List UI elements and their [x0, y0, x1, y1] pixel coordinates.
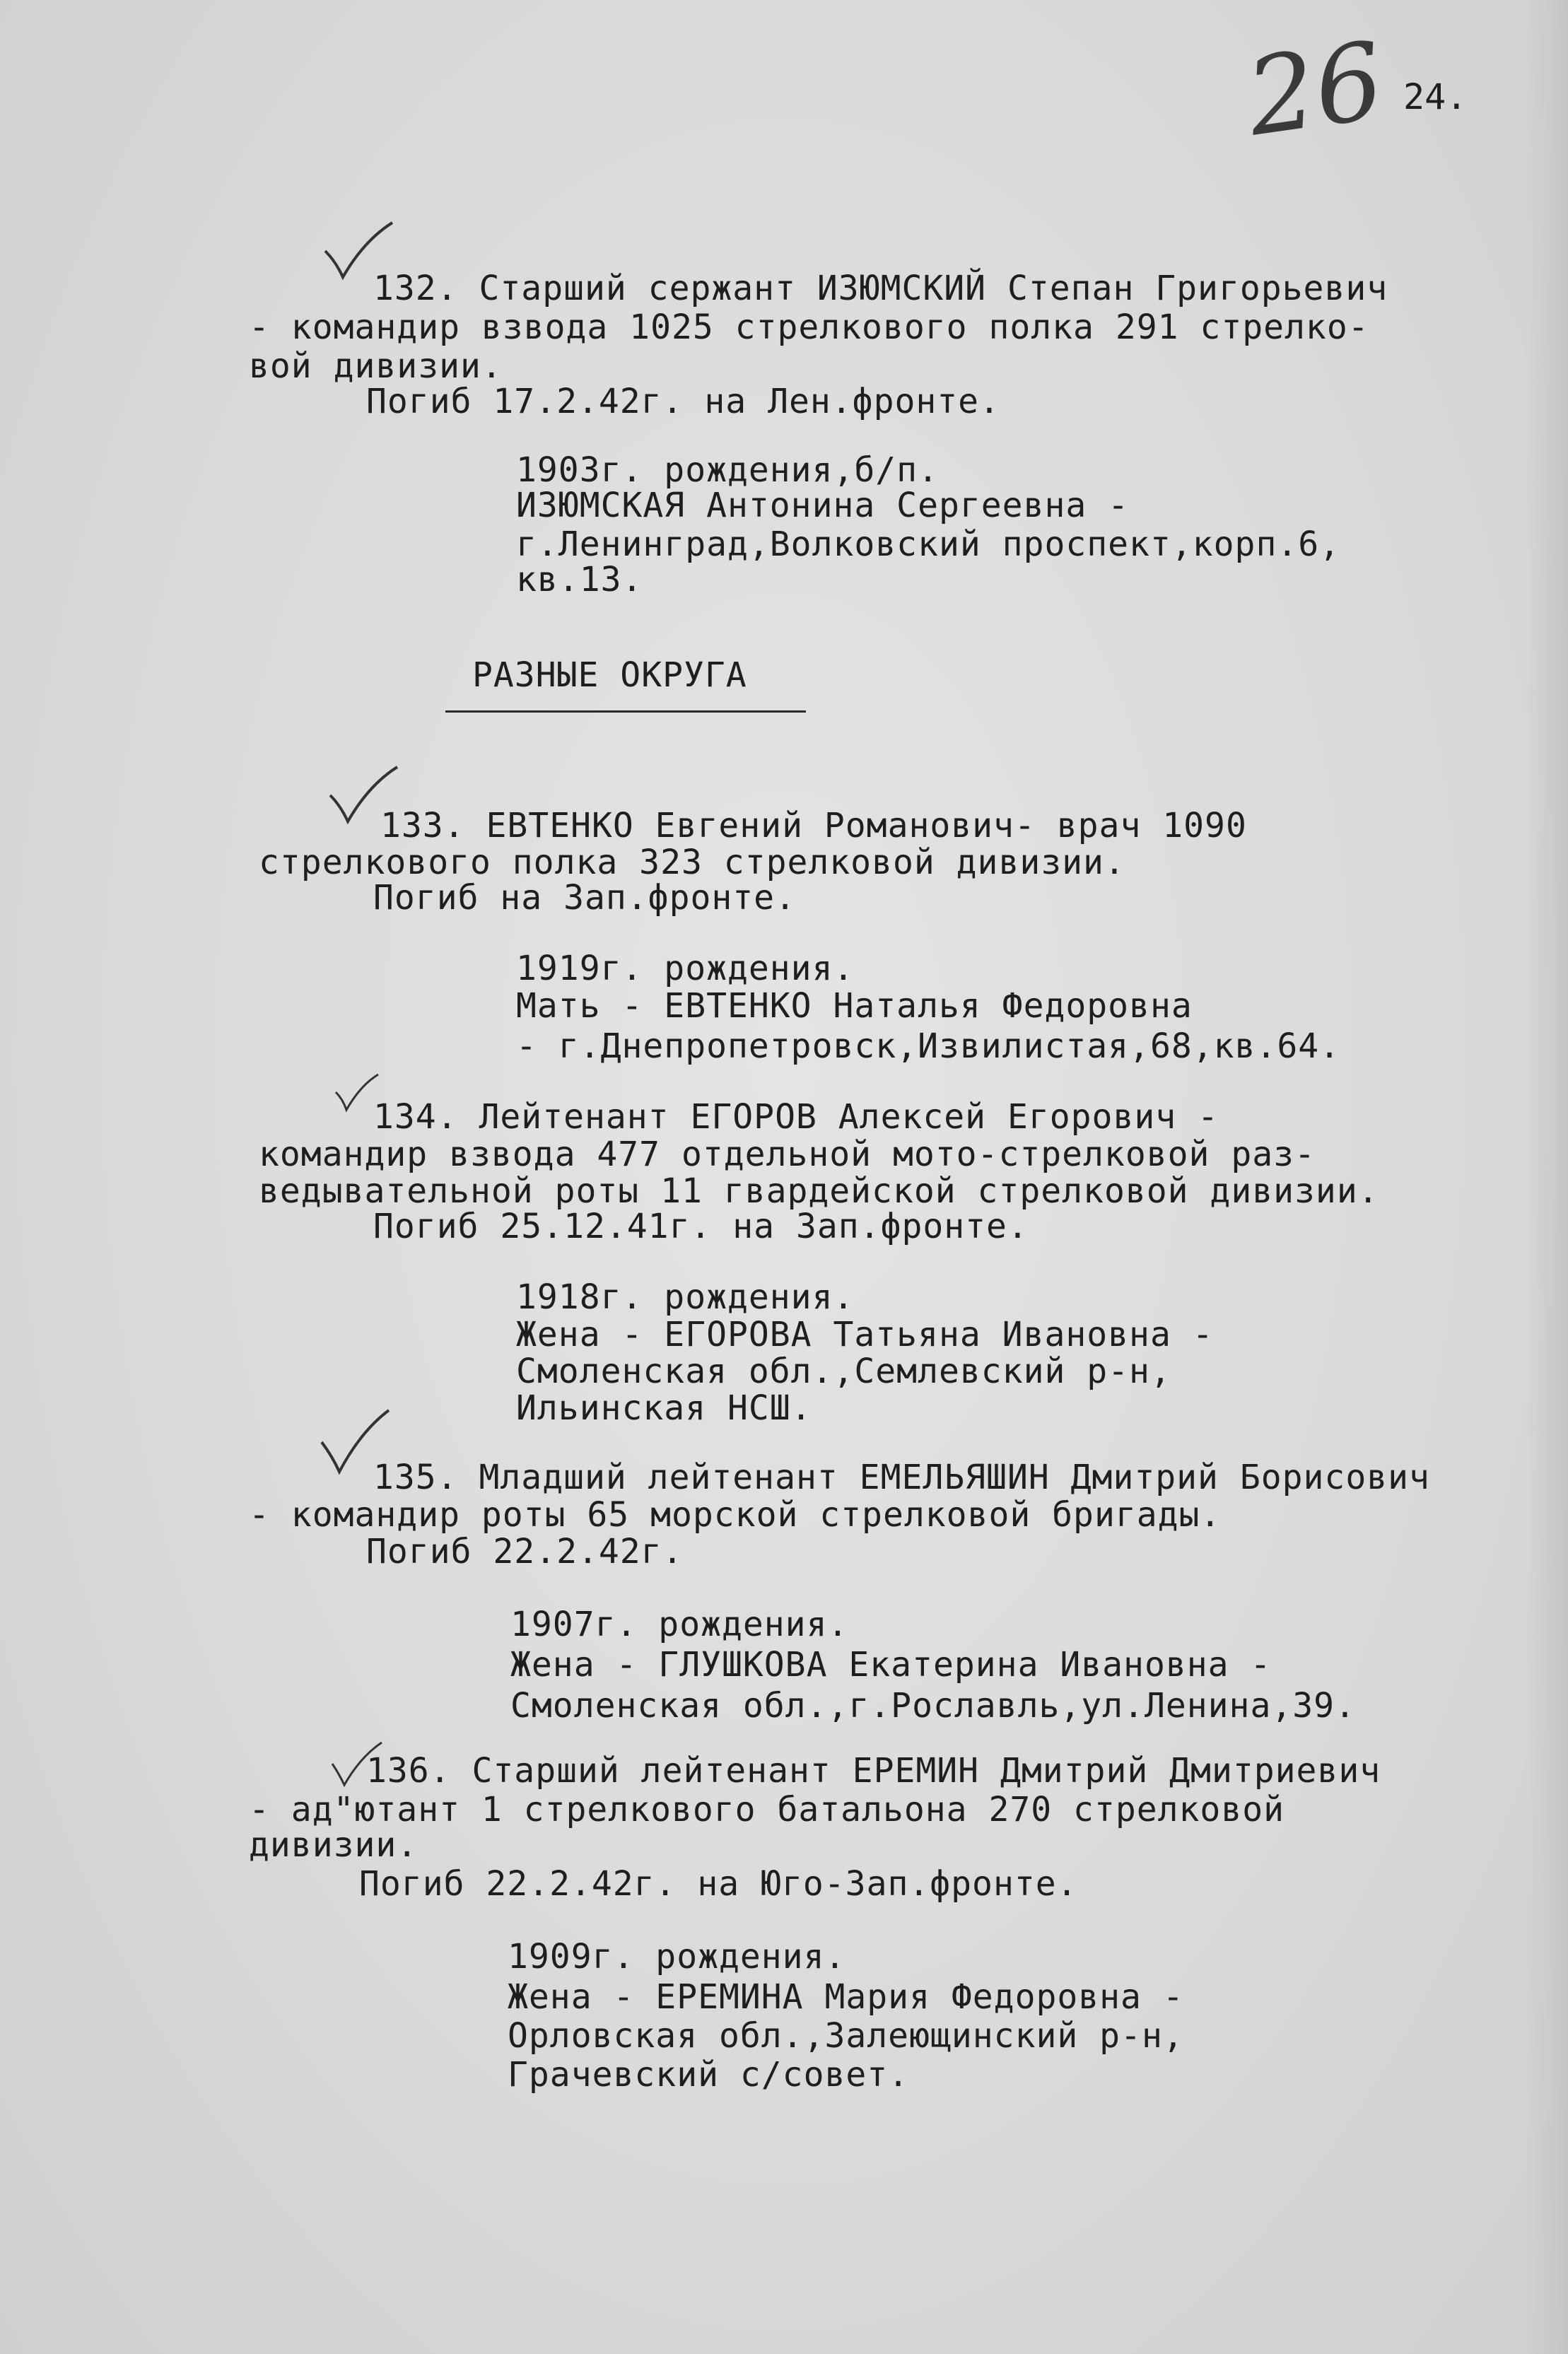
- entry-133-line-1: 133. ЕВТЕНКО Евгений Романович- врач 1090: [380, 806, 1247, 845]
- entry-136-line-7: Орловская обл.,Залеющинский р-н,: [508, 2016, 1184, 2056]
- entry-132-line-5: 1903г. рождения,б/п.: [516, 450, 939, 490]
- entry-133-line-3: Погиб на Зап.фронте.: [373, 878, 796, 918]
- entry-133-line-5: Мать - ЕВТЕНКО Наталья Федоровна: [516, 986, 1193, 1026]
- entry-135-line-4: 1907г. рождения.: [510, 1605, 849, 1644]
- section-heading: РАЗНЫЕ ОКРУГА: [472, 655, 747, 695]
- entry-135-line-5: Жена - ГЛУШКОВА Екатерина Ивановна -: [510, 1645, 1272, 1685]
- entry-132-line-3: вой дивизии.: [249, 346, 503, 386]
- entry-133-line-2: стрелкового полка 323 стрелковой дивизии.: [259, 843, 1125, 882]
- entry-134-line-4: Погиб 25.12.41г. на Зап.фронте.: [373, 1207, 1029, 1246]
- entry-136-line-4: Погиб 22.2.42г. на Юго-Зап.фронте.: [359, 1864, 1078, 1904]
- entry-136-line-1: 136. Старший лейтенант ЕРЕМИН Дмитрий Дмитриевич: [366, 1751, 1381, 1791]
- entry-132-line-7: г.Ленинград,Волковский проспект,корп.6,: [516, 525, 1341, 564]
- entry-134-line-3: ведывательной роты 11 гвардейской стрелковой дивизии.: [259, 1171, 1379, 1211]
- entry-132-line-8: кв.13.: [516, 560, 643, 599]
- page-number: 24.: [1403, 76, 1468, 117]
- entry-136-line-8: Грачевский с/совет.: [508, 2055, 910, 2095]
- entry-133-line-4: 1919г. рождения.: [516, 949, 855, 988]
- entry-135-line-3: Погиб 22.2.42г.: [366, 1532, 684, 1571]
- entry-132-line-2: - командир взвода 1025 стрелкового полка 291 стрелко-: [249, 308, 1369, 347]
- entry-136-line-3: дивизии.: [249, 1825, 419, 1865]
- entry-134-line-8: Ильинская НСШ.: [516, 1388, 812, 1428]
- entry-135-line-2: - командир роты 65 морской стрелковой бригады.: [249, 1495, 1222, 1535]
- entry-135-line-1: 135. Младший лейтенант ЕМЕЛЬЯШИН Дмитрий Борисович: [373, 1458, 1430, 1497]
- entry-132-line-6: ИЗЮМСКАЯ Антонина Сергеевна -: [516, 486, 1130, 525]
- entry-136-line-2: - ад"ютант 1 стрелкового батальона 270 стрелковой: [249, 1790, 1285, 1829]
- entry-132-line-4: Погиб 17.2.42г. на Лен.фронте.: [366, 382, 1000, 421]
- entry-136-line-6: Жена - ЕРЕМИНА Мария Федоровна -: [508, 1977, 1184, 2017]
- entry-134-line-2: командир взвода 477 отдельной мото-стрелковой раз-: [259, 1135, 1316, 1174]
- heading-underline: [445, 710, 806, 713]
- entry-134-line-7: Смоленская обл.,Семлевский р-н,: [516, 1352, 1171, 1391]
- entry-134-line-1: 134. Лейтенант ЕГОРОВ Алексей Егорович -: [373, 1097, 1219, 1137]
- entry-134-line-6: Жена - ЕГОРОВА Татьяна Ивановна -: [516, 1315, 1214, 1354]
- entry-132-line-1: 132. Старший сержант ИЗЮМСКИЙ Степан Григорьевич: [373, 269, 1388, 308]
- handwritten-archive-number: 26: [1239, 19, 1391, 160]
- entry-133-line-6: - г.Днепропетровск,Извилистая,68,кв.64.: [516, 1026, 1341, 1066]
- entry-136-line-5: 1909г. рождения.: [508, 1937, 846, 1977]
- entry-135-line-6: Смоленская обл.,г.Рославль,ул.Ленина,39.: [510, 1686, 1356, 1726]
- entry-134-line-5: 1918г. рождения.: [516, 1277, 855, 1317]
